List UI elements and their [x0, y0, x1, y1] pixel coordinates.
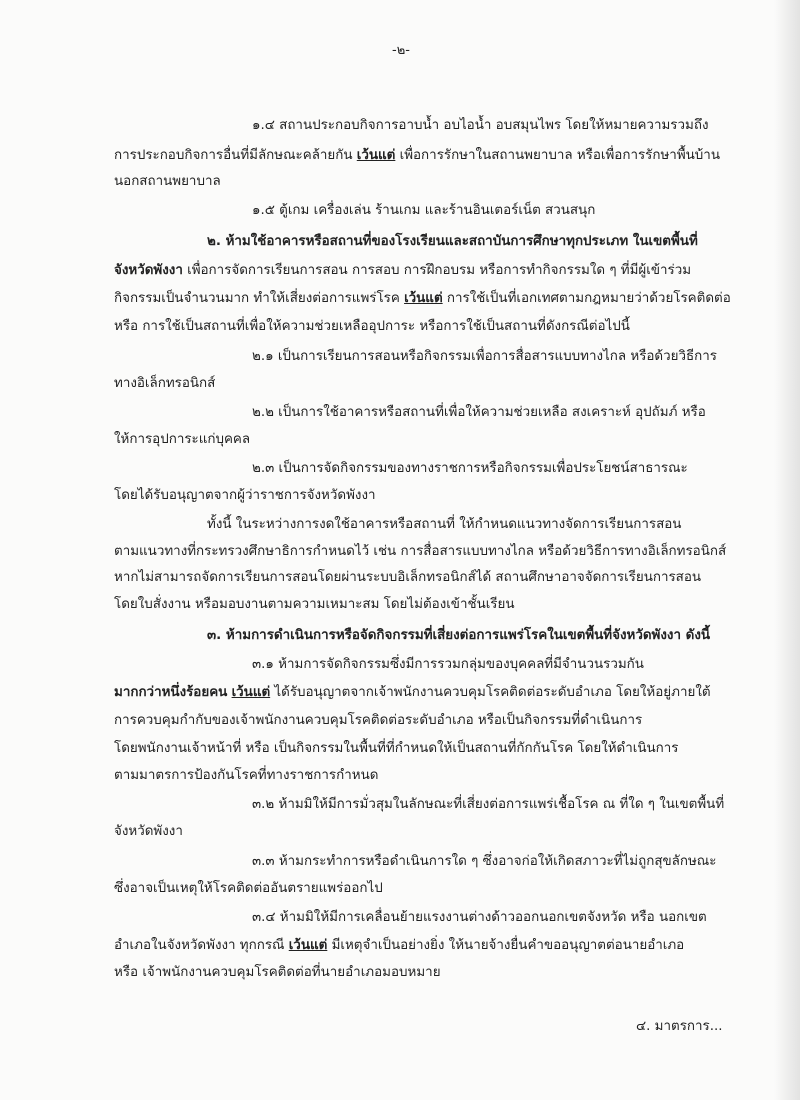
section-2-line-2 [114, 262, 691, 280]
item-2-1-line-1: ๒.๑ เป็นการเรียนการสอนหรือกิจกรรมเพื่อการสื่อสารแบบทางไกล หรือด้วยวิธีการ [252, 349, 717, 364]
item-3-1-line-3: การควบคุมกำกับของเจ้าพนักงานควบคุมโรคติดต่อระดับอำเภอ หรือเป็นกิจกรรมที่ดำเนินการ [114, 713, 643, 728]
item-1-4-line-2 [114, 147, 720, 165]
text-run: ได้รับอนุญาตจากเจ้าพนักงานควบคุมโรคติดต่อระดับอำเภอ โดยให้อยู่ภายใต้ [270, 685, 711, 700]
item-3-1-line-1: ๓.๑ ห้ามการจัดกิจกรรมซึ่งมีการรวมกลุ่มของบุคคลที่มีจำนวนรวมกัน [252, 657, 644, 672]
note-line-4: โดยใบสั่งงาน หรือมอบงานตามความเหมาะสม โดยไม่ต้องเข้าชั้นเรียน [114, 597, 515, 612]
page-edge-shadow [774, 0, 800, 1100]
text-run: การประกอบกิจการอื่นที่มีลักษณะคล้ายกัน [114, 148, 357, 163]
note-line-2: ตามแนวทางที่กระทรวงศึกษาธิการกำหนดไว้ เช่น การสื่อสารแบบทางไกล หรือด้วยวิธีการทางอิเล็กทรอนิกส์ [114, 544, 727, 559]
text-run: เพื่อการจัดการเรียนการสอน การสอบ การฝึกอบรม หรือการทำกิจกรรมใด ๆ ที่มีผู้เข้าร่วม [182, 263, 692, 278]
item-3-3-line-1: ๓.๓ ห้ามกระทำการหรือดำเนินการใด ๆ ซึ่งอาจก่อให้เกิดสภาวะที่ไม่ถูกสุขลักษณะ [252, 854, 717, 869]
text-run: กิจกรรมเป็นจำนวนมาก ทำให้เสี่ยงต่อการแพร่โรค [114, 291, 405, 306]
except-keyword: เว้นแต่ [356, 148, 396, 163]
item-1-4-line-1: ๑.๔ สถานประกอบกิจการอาบน้ำ อบไอน้ำ อบสมุนไพร โดยให้หมายความรวมถึง [252, 118, 709, 133]
note-line-1: ทั้งนี้ ในระหว่างการงดใช้อาคารหรือสถานที่ ให้กำหนดแนวทางจัดการเรียนการสอน [207, 517, 682, 532]
section-2-heading-text: ๒. ห้ามใช้อาคารหรือสถานที่ของโรงเรียนและสถาบันการศึกษาทุกประเภท ในเขตพื้นที่ [207, 234, 698, 249]
text-run: มีเหตุจำเป็นอย่างยิ่ง ให้นายจ้างยื่นคำขออนุญาตต่อนายอำเภอ [327, 938, 685, 953]
note-line-3: หากไม่สามารถจัดการเรียนการสอนโดยผ่านระบบอิเล็กทรอนิกส์ได้ สถานศึกษาอาจจัดการเรียนการสอน [114, 570, 702, 585]
text-run: เพื่อการรักษาในสถานพยาบาล หรือเพื่อการรักษาพื้นบ้าน [395, 148, 720, 163]
section-2-line-3 [114, 290, 731, 308]
item-3-2-line-2: จังหวัดพังงา [114, 824, 183, 839]
text-run: อำเภอในจังหวัดพังงา ทุกกรณี [114, 938, 289, 953]
over-one-hundred-bold: มากกว่าหนึ่งร้อยคน [114, 685, 228, 700]
item-3-1-line-2 [114, 684, 711, 702]
section-2-line-4: หรือ การใช้เป็นสถานที่เพื่อให้ความช่วยเหลืออุปการะ หรือการใช้เป็นสถานที่ดังกรณีต่อไปนี้ [114, 319, 630, 334]
item-2-2-line-1: ๒.๒ เป็นการใช้อาคารหรือสถานที่เพื่อให้ความช่วยเหลือ สงเคราะห์ อุปถัมภ์ หรือ [252, 405, 706, 420]
page-number: -๒- [392, 43, 410, 58]
province-name-bold: จังหวัดพังงา [114, 263, 183, 278]
section-2-heading [207, 233, 698, 251]
item-3-4-line-2 [114, 937, 684, 955]
item-2-3-line-1: ๒.๓ เป็นการจัดกิจกรรมของทางราชการหรือกิจกรรมเพื่อประโยชน์สาธารณะ [252, 461, 688, 476]
item-3-1-line-4: โดยพนักงานเจ้าหน้าที่ หรือ เป็นกิจกรรมในพื้นที่ที่กำหนดให้เป็นสถานที่กักกันโรค โดยให้ดำเนินการ [114, 741, 679, 756]
section-3-heading [207, 627, 710, 645]
section-3-heading-text: ๓. ห้ามการดำเนินการหรือจัดกิจกรรมที่เสี่ยงต่อการแพร่โรคในเขตพื้นที่จังหวัดพังงา ดังนี้ [207, 628, 711, 643]
item-3-4-line-1: ๓.๔ ห้ามมิให้มีการเคลื่อนย้ายแรงงานต่างด้าวออกนอกเขตจังหวัด หรือ นอกเขต [252, 910, 707, 925]
item-3-2-line-1: ๓.๒ ห้ามมิให้มีการมั่วสุมในลักษณะที่เสี่ยงต่อการแพร่เชื้อโรค ณ ที่ใด ๆ ในเขตพื้นที่ [252, 797, 725, 812]
item-3-3-line-2: ซึ่งอาจเป็นเหตุให้โรคติดต่ออันตรายแพร่ออกไป [114, 881, 383, 896]
item-1-4-line-3: นอกสถานพยาบาล [114, 174, 221, 189]
except-keyword: เว้นแต่ [288, 938, 328, 953]
except-keyword: เว้นแต่ [231, 685, 271, 700]
text-run: การใช้เป็นที่เอกเทศตามกฎหมายว่าด้วยโรคติดต่อ [442, 291, 731, 306]
item-2-1-line-2: ทางอิเล็กทรอนิกส์ [114, 376, 216, 391]
continuation-marker: ๔. มาตรการ... [636, 1019, 723, 1034]
item-3-4-line-3: หรือ เจ้าพนักงานควบคุมโรคติดต่อที่นายอำเภอมอบหมาย [114, 965, 441, 980]
except-keyword: เว้นแต่ [404, 291, 443, 306]
item-1-5-line-1: ๑.๕ ตู้เกม เครื่องเล่น ร้านเกม และร้านอินเตอร์เน็ต สวนสนุก [252, 203, 596, 218]
item-2-3-line-2: โดยได้รับอนุญาตจากผู้ว่าราชการจังหวัดพังงา [114, 488, 376, 503]
item-3-1-line-5: ตามมาตรการป้องกันโรคที่ทางราชการกำหนด [114, 768, 379, 783]
item-2-2-line-2: ให้การอุปการะแก่บุคคล [114, 432, 251, 447]
